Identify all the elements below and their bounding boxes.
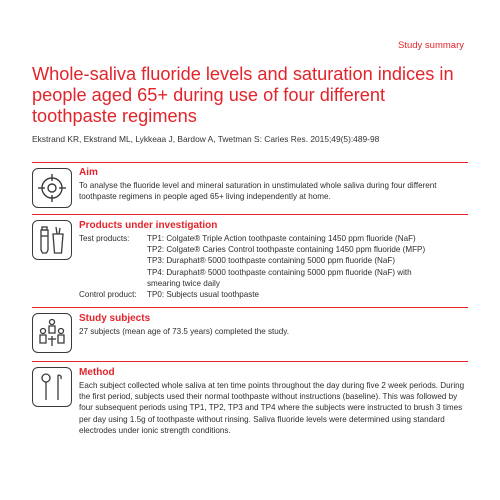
subjects-section <box>79 313 471 337</box>
people-group-icon <box>32 313 72 353</box>
toothpaste-tube-cup-icon <box>32 220 72 260</box>
document-type-label: Study summary <box>398 40 464 51</box>
method-section <box>79 367 471 436</box>
products-table <box>79 233 447 300</box>
section-divider-method <box>32 361 468 362</box>
crosshair-target-icon <box>32 168 72 208</box>
citation: Ekstrand KR, Ekstrand ML, Lykkeaa J, Bardow A, Twetman S: Caries Res. 2015;49(5):489-98 <box>32 134 380 144</box>
section-divider-subjects <box>32 307 468 308</box>
test-products-label: Test products: <box>79 234 130 243</box>
aim-heading: Aim <box>79 167 98 178</box>
section-divider-aim <box>32 162 468 163</box>
section-divider-products <box>32 214 468 215</box>
dental-tools-icon <box>32 367 72 407</box>
test-product-item: TP2: Colgate® Caries Control toothpaste containing 1450 ppm fluoride (MFP) <box>147 245 426 255</box>
products-heading: Products under investigation <box>79 220 218 231</box>
test-product-item: TP3: Duraphat® 5000 toothpaste containing 5000 ppm fluoride (NaF) <box>147 256 396 266</box>
control-product-item: TP0: Subjects usual toothpaste <box>147 290 260 300</box>
aim-section <box>79 167 471 202</box>
method-text: Each subject collected whole saliva at ten time points throughout the day during five 2 week periods. During the first period, subjects used their normal toothpaste without instructions (baseline). This was followed by four subsequent periods using TP1, TP2, TP3 and TP4 where the subjects were instructed to brush 3 times per day using 1.5g of toothpaste without rinsing. Saliva fluoride levels were determined using standard electrodes under ionic strength conditions. <box>79 381 465 435</box>
aim-text: To analyse the fluoride level and mineral saturation in unstimulated whole saliva during four different toothpaste regimens in people aged 65+ living independently at home. <box>79 181 437 202</box>
method-heading: Method <box>79 367 115 378</box>
control-product-label: Control product: <box>79 290 137 300</box>
products-section <box>79 220 471 300</box>
page-title: Whole-saliva fluoride levels and saturation indices in people aged 65+ during use of four different toothpaste regimens <box>32 64 454 126</box>
subjects-text: 27 subjects (mean age of 73.5 years) completed the study. <box>79 327 289 336</box>
test-product-item: TP4: Duraphat® 5000 toothpaste containing 5000 ppm fluoride (NaF) with smearing twice daily <box>147 267 412 288</box>
test-product-item: TP1: Colgate® Triple Action toothpaste containing 1450 ppm fluoride (NaF) <box>147 234 416 243</box>
subjects-heading: Study subjects <box>79 313 151 324</box>
